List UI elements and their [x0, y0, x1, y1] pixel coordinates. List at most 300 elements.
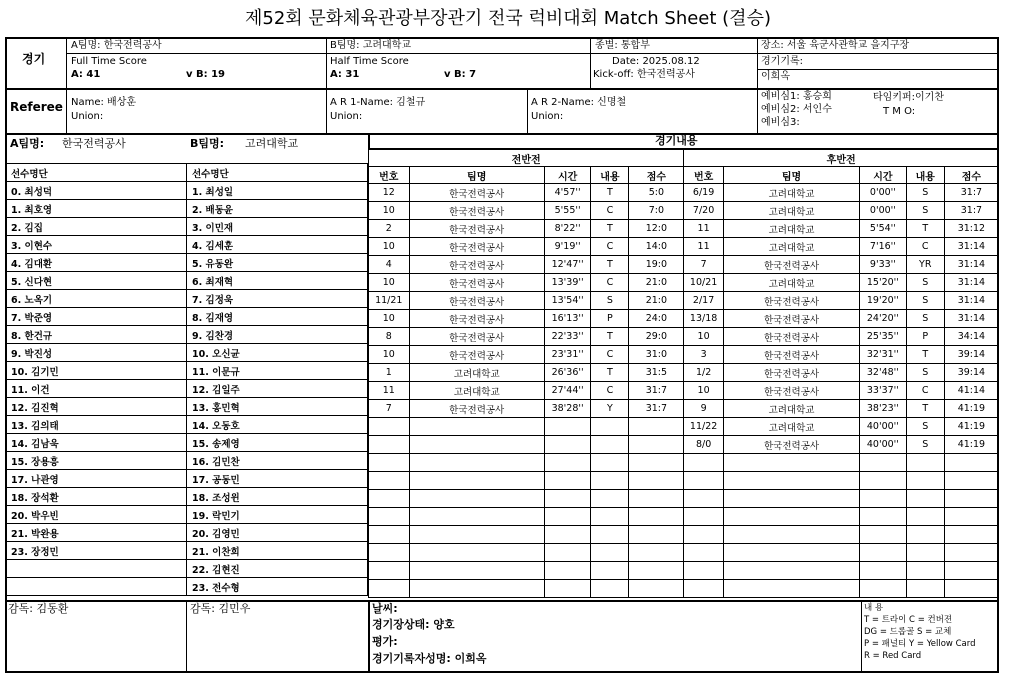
- second-half-cell: 고려대학교: [723, 202, 859, 220]
- score-row: [369, 382, 999, 400]
- score-row: [369, 346, 999, 364]
- second-half-header: 후반전: [684, 150, 999, 167]
- second-half-cell: [906, 580, 944, 598]
- second-half-cell: 고려대학교: [723, 238, 859, 256]
- match-date: Date: 2025.08.12: [612, 56, 700, 67]
- roster-player: 10. 오신균: [187, 344, 368, 362]
- second-half-cell: [723, 544, 859, 562]
- second-half-cell: 한국전력공사: [723, 346, 859, 364]
- score-row: [369, 472, 999, 490]
- first-half-cell: 고려대학교: [409, 364, 544, 382]
- second-half-cell: 13/18: [684, 310, 724, 328]
- second-half-cell: 10: [684, 382, 724, 400]
- second-half-cell: 32'31'': [860, 346, 907, 364]
- second-half-cell: [723, 508, 859, 526]
- roster-player: 18. 장석환: [6, 488, 187, 506]
- first-half-cell: 8'22'': [544, 220, 591, 238]
- legend: [864, 602, 975, 662]
- ar1-name: A R 1-Name: 김철규: [330, 97, 426, 108]
- first-half-cell: 22'33'': [544, 328, 591, 346]
- second-half-cell: YR: [906, 256, 944, 274]
- second-half-cell: [944, 526, 998, 544]
- second-half-cell: 0'00'': [860, 202, 907, 220]
- second-half-cell: [860, 562, 907, 580]
- first-half-cell: [629, 508, 684, 526]
- first-half-cell: [629, 490, 684, 508]
- second-half-cell: 고려대학교: [723, 418, 859, 436]
- first-half-cell: 5:0: [629, 184, 684, 202]
- second-half-cell: S: [906, 292, 944, 310]
- roster-player: 4. 김대환: [6, 254, 187, 272]
- second-half-cell: [906, 562, 944, 580]
- first-half-cell: 16'13'': [544, 310, 591, 328]
- referee-union: Union:: [71, 111, 104, 122]
- first-half-cell: [544, 526, 591, 544]
- roster-player: 2. 배동윤: [187, 200, 368, 218]
- first-half-cell: [409, 418, 544, 436]
- score-row: [369, 544, 999, 562]
- roster-player: [6, 560, 187, 578]
- second-half-cell: [723, 580, 859, 598]
- first-half-cell: 9'19'': [544, 238, 591, 256]
- second-half-cell: 7'16'': [860, 238, 907, 256]
- second-half-cell: C: [906, 382, 944, 400]
- score-row: [369, 274, 999, 292]
- second-half-cell: [684, 544, 724, 562]
- second-half-cell: 8/0: [684, 436, 724, 454]
- second-half-cell: 24'20'': [860, 310, 907, 328]
- team-a-roster: [5, 163, 187, 596]
- column-header: 내용: [591, 167, 629, 184]
- second-half-cell: S: [906, 310, 944, 328]
- second-half-cell: [944, 544, 998, 562]
- first-half-cell: 5'55'': [544, 202, 591, 220]
- first-half-cell: Y: [591, 400, 629, 418]
- roster-player: 8. 한건규: [6, 326, 187, 344]
- first-half-cell: [591, 580, 629, 598]
- reserve-referee-3: 예비심3:: [761, 117, 800, 128]
- column-header: 팀명: [409, 167, 544, 184]
- first-half-cell: 4: [369, 256, 410, 274]
- second-half-cell: [684, 580, 724, 598]
- first-half-cell: 24:0: [629, 310, 684, 328]
- first-half-cell: C: [591, 274, 629, 292]
- first-half-cell: [369, 490, 410, 508]
- roster-player: 3. 이민재: [187, 218, 368, 236]
- second-half-cell: T: [906, 220, 944, 238]
- legend-line: T = 트라이 C = 컨버젼: [864, 615, 953, 625]
- second-half-cell: 7: [684, 256, 724, 274]
- second-half-cell: 3: [684, 346, 724, 364]
- first-half-cell: C: [591, 382, 629, 400]
- second-half-cell: 고려대학교: [723, 220, 859, 238]
- roster-player: 7. 박준영: [6, 308, 187, 326]
- second-half-cell: 31:14: [944, 292, 998, 310]
- first-half-cell: [629, 562, 684, 580]
- referee-label: Referee: [10, 100, 63, 114]
- first-half-cell: [369, 436, 410, 454]
- second-half-cell: 41:19: [944, 418, 998, 436]
- second-half-cell: [684, 490, 724, 508]
- first-half-cell: 11/21: [369, 292, 410, 310]
- first-half-cell: 한국전력공사: [409, 256, 544, 274]
- category: 종별: 통합부: [595, 40, 650, 51]
- first-half-cell: 31:7: [629, 382, 684, 400]
- second-half-cell: [906, 508, 944, 526]
- score-row: [369, 292, 999, 310]
- ground-condition: 경기장상태: 양호: [372, 618, 455, 631]
- second-half-cell: 5'54'': [860, 220, 907, 238]
- score-row: [369, 454, 999, 472]
- second-half-cell: [723, 562, 859, 580]
- first-half-cell: 한국전력공사: [409, 202, 544, 220]
- first-half-cell: 29:0: [629, 328, 684, 346]
- roster-player: 10. 김기민: [6, 362, 187, 380]
- roster-player: 4. 김세훈: [187, 236, 368, 254]
- roster-player: 2. 김집: [6, 218, 187, 236]
- second-half-cell: 39:14: [944, 346, 998, 364]
- column-header: 시간: [860, 167, 907, 184]
- score-row: [369, 436, 999, 454]
- second-half-cell: 40'00'': [860, 418, 907, 436]
- second-half-cell: 25'35'': [860, 328, 907, 346]
- first-half-cell: [409, 580, 544, 598]
- roster-player: 6. 노옥기: [6, 290, 187, 308]
- score-row: [369, 418, 999, 436]
- timekeeper: 타임키퍼:이기찬: [873, 92, 944, 103]
- second-half-cell: 11: [684, 238, 724, 256]
- first-half-cell: [629, 418, 684, 436]
- second-half-cell: 19'20'': [860, 292, 907, 310]
- first-half-cell: [369, 562, 410, 580]
- first-half-cell: 31:5: [629, 364, 684, 382]
- second-half-cell: 31:12: [944, 220, 998, 238]
- roster-player: 13. 홍민혁: [187, 398, 368, 416]
- first-half-cell: 13'39'': [544, 274, 591, 292]
- second-half-cell: 41:14: [944, 382, 998, 400]
- roster-header: 선수명단: [6, 164, 187, 182]
- score-table: [368, 149, 999, 598]
- first-half-cell: [629, 544, 684, 562]
- first-half-cell: 고려대학교: [409, 382, 544, 400]
- recorder-name: 이희옥: [761, 71, 790, 82]
- first-half-header: 전반전: [369, 150, 684, 167]
- second-half-cell: 7/20: [684, 202, 724, 220]
- kickoff: Kick-off: 한국전력공사: [593, 69, 695, 80]
- weather: 날씨:: [372, 602, 398, 615]
- first-half-cell: 23'31'': [544, 346, 591, 364]
- first-half-cell: C: [591, 346, 629, 364]
- first-half-cell: C: [591, 202, 629, 220]
- game-content-title: 경기내용: [655, 134, 698, 147]
- ar2-union: Union:: [531, 111, 564, 122]
- first-half-cell: T: [591, 220, 629, 238]
- first-half-cell: 한국전력공사: [409, 328, 544, 346]
- first-half-cell: [544, 490, 591, 508]
- first-half-cell: [544, 418, 591, 436]
- roster-player: 22. 김현진: [187, 560, 368, 578]
- second-half-cell: [906, 490, 944, 508]
- roster-player: 3. 이현수: [6, 236, 187, 254]
- second-half-cell: [906, 472, 944, 490]
- score-row: [369, 220, 999, 238]
- roster-player: 23. 전수형: [187, 578, 368, 596]
- first-half-cell: [591, 526, 629, 544]
- score-row: [369, 184, 999, 202]
- second-half-cell: 31:14: [944, 238, 998, 256]
- first-half-cell: 10: [369, 202, 410, 220]
- first-half-cell: 한국전력공사: [409, 400, 544, 418]
- first-half-cell: 21:0: [629, 292, 684, 310]
- roster-player: 11. 이건: [6, 380, 187, 398]
- column-header: 점수: [944, 167, 998, 184]
- second-half-cell: [860, 490, 907, 508]
- first-half-cell: 10: [369, 274, 410, 292]
- second-half-cell: 한국전력공사: [723, 382, 859, 400]
- roster-player: 1. 최호영: [6, 200, 187, 218]
- first-half-cell: [409, 526, 544, 544]
- half-time-label: Half Time Score: [330, 56, 409, 67]
- first-half-cell: [369, 580, 410, 598]
- second-half-cell: 31:14: [944, 274, 998, 292]
- score-row: [369, 580, 999, 598]
- second-half-cell: S: [906, 418, 944, 436]
- first-half-cell: [409, 454, 544, 472]
- column-header: 점수: [629, 167, 684, 184]
- roster-player: 14. 오동호: [187, 416, 368, 434]
- roster-player: [6, 578, 187, 596]
- team-b-roster: [186, 163, 368, 596]
- score-row: [369, 400, 999, 418]
- legend-line: DG = 드롭골 S = 교체: [864, 627, 952, 637]
- first-half-cell: [591, 508, 629, 526]
- first-half-cell: [629, 436, 684, 454]
- score-row: [369, 310, 999, 328]
- team-a-header: A팀명: 한국전력공사: [71, 40, 162, 51]
- second-half-cell: 한국전력공사: [723, 256, 859, 274]
- second-half-cell: [684, 454, 724, 472]
- first-half-cell: 한국전력공사: [409, 238, 544, 256]
- first-half-cell: [409, 508, 544, 526]
- first-half-cell: 한국전력공사: [409, 346, 544, 364]
- second-half-cell: 고려대학교: [723, 274, 859, 292]
- first-half-cell: 12:0: [629, 220, 684, 238]
- full-time-b: v B: 19: [186, 69, 226, 80]
- second-half-cell: 38'23'': [860, 400, 907, 418]
- second-half-cell: 고려대학교: [723, 400, 859, 418]
- first-half-cell: 31:0: [629, 346, 684, 364]
- second-half-cell: 6/19: [684, 184, 724, 202]
- roster-player: 6. 최재혁: [187, 272, 368, 290]
- roster-player: 17. 나관영: [6, 470, 187, 488]
- first-half-cell: C: [591, 238, 629, 256]
- column-header: 번호: [684, 167, 724, 184]
- second-half-cell: [723, 472, 859, 490]
- second-half-cell: 31:7: [944, 184, 998, 202]
- second-half-cell: 31:7: [944, 202, 998, 220]
- score-row: [369, 256, 999, 274]
- record-label: 경기기록:: [761, 56, 804, 67]
- first-half-cell: 13'54'': [544, 292, 591, 310]
- first-half-cell: [629, 472, 684, 490]
- first-half-cell: 4'57'': [544, 184, 591, 202]
- column-header: 팀명: [723, 167, 859, 184]
- first-half-cell: [369, 454, 410, 472]
- roster-player: 20. 김영민: [187, 524, 368, 542]
- second-half-cell: [944, 490, 998, 508]
- roster-player: 13. 김의태: [6, 416, 187, 434]
- second-half-cell: 10: [684, 328, 724, 346]
- second-half-cell: 2/17: [684, 292, 724, 310]
- second-half-cell: [723, 526, 859, 544]
- first-half-cell: 10: [369, 310, 410, 328]
- referee-name: Name: 배상훈: [71, 97, 137, 108]
- team-b-name: 고려대학교: [245, 137, 299, 150]
- first-half-cell: [544, 508, 591, 526]
- score-row: [369, 328, 999, 346]
- roster-player: 9. 김찬경: [187, 326, 368, 344]
- second-half-cell: 31:14: [944, 256, 998, 274]
- first-half-cell: [591, 436, 629, 454]
- second-half-cell: [684, 562, 724, 580]
- second-half-cell: 한국전력공사: [723, 292, 859, 310]
- score-row: [369, 490, 999, 508]
- first-half-cell: 한국전력공사: [409, 292, 544, 310]
- first-half-cell: 1: [369, 364, 410, 382]
- first-half-cell: S: [591, 292, 629, 310]
- first-half-cell: [544, 454, 591, 472]
- game-label: 경기: [22, 52, 46, 66]
- second-half-cell: [860, 544, 907, 562]
- second-half-cell: S: [906, 202, 944, 220]
- first-half-cell: [629, 526, 684, 544]
- score-row: [369, 364, 999, 382]
- score-row: [369, 202, 999, 220]
- first-half-cell: [409, 472, 544, 490]
- second-half-cell: 한국전력공사: [723, 436, 859, 454]
- roster-player: 5. 신다현: [6, 272, 187, 290]
- first-half-cell: 10: [369, 346, 410, 364]
- first-half-cell: [544, 472, 591, 490]
- team-b-label: B팀명:: [190, 137, 225, 150]
- roster-player: 8. 김재영: [187, 308, 368, 326]
- second-half-cell: 34:14: [944, 328, 998, 346]
- second-half-cell: [944, 580, 998, 598]
- second-half-cell: 32'48'': [860, 364, 907, 382]
- team-b-header: B팀명: 고려대학교: [330, 40, 412, 51]
- second-half-cell: S: [906, 184, 944, 202]
- roster-player: 17. 공동민: [187, 470, 368, 488]
- roster-player: 7. 김정욱: [187, 290, 368, 308]
- first-half-cell: 27'44'': [544, 382, 591, 400]
- first-half-cell: 7:0: [629, 202, 684, 220]
- roster-player: 0. 최성덕: [6, 182, 187, 200]
- first-half-cell: 31:7: [629, 400, 684, 418]
- roster-player: 11. 이문규: [187, 362, 368, 380]
- second-half-cell: 11: [684, 220, 724, 238]
- column-header: 내용: [906, 167, 944, 184]
- first-half-cell: 한국전력공사: [409, 274, 544, 292]
- roster-player: 20. 박우빈: [6, 506, 187, 524]
- ar2-name: A R 2-Name: 신명철: [531, 97, 627, 108]
- coach-a: 감독: 김동환: [8, 602, 69, 615]
- second-half-cell: [860, 508, 907, 526]
- score-row: [369, 238, 999, 256]
- first-half-cell: 38'28'': [544, 400, 591, 418]
- score-row: [369, 526, 999, 544]
- second-half-cell: 40'00'': [860, 436, 907, 454]
- first-half-cell: [544, 544, 591, 562]
- first-half-cell: [544, 436, 591, 454]
- second-half-cell: [860, 580, 907, 598]
- first-half-cell: T: [591, 364, 629, 382]
- second-half-cell: S: [906, 274, 944, 292]
- first-half-cell: 10: [369, 238, 410, 256]
- first-half-cell: T: [591, 328, 629, 346]
- ar1-union: Union:: [330, 111, 363, 122]
- team-a-name: 한국전력공사: [62, 137, 126, 150]
- roster-player: 21. 이찬희: [187, 542, 368, 560]
- first-half-cell: [591, 490, 629, 508]
- roster-player: 15. 송제영: [187, 434, 368, 452]
- first-half-cell: [591, 544, 629, 562]
- roster-player: 14. 김남욱: [6, 434, 187, 452]
- team-a-label: A팀명:: [10, 137, 45, 150]
- second-half-cell: 9'33'': [860, 256, 907, 274]
- second-half-cell: 한국전력공사: [723, 328, 859, 346]
- legend-title: 내 용: [864, 603, 884, 613]
- second-half-cell: [684, 526, 724, 544]
- second-half-cell: [944, 472, 998, 490]
- roster-player: 23. 장정민: [6, 542, 187, 560]
- first-half-cell: [369, 472, 410, 490]
- roster-player: 12. 김일주: [187, 380, 368, 398]
- roster-player: 16. 김민찬: [187, 452, 368, 470]
- first-half-cell: 14:0: [629, 238, 684, 256]
- second-half-cell: P: [906, 328, 944, 346]
- tmo: T M O:: [883, 106, 916, 117]
- half-time-b: v B: 7: [444, 69, 477, 80]
- second-half-cell: 33'37'': [860, 382, 907, 400]
- second-half-cell: [684, 508, 724, 526]
- first-half-cell: 21:0: [629, 274, 684, 292]
- second-half-cell: [860, 526, 907, 544]
- roster-player: 19. 락민기: [187, 506, 368, 524]
- second-half-cell: [906, 526, 944, 544]
- first-half-cell: [409, 544, 544, 562]
- reserve-referee-2: 예비심2: 서인수: [761, 104, 832, 115]
- roster-player: 9. 박진성: [6, 344, 187, 362]
- second-half-cell: 10/21: [684, 274, 724, 292]
- roster-player: 12. 김진혁: [6, 398, 187, 416]
- first-half-cell: 한국전력공사: [409, 310, 544, 328]
- second-half-cell: [684, 472, 724, 490]
- roster-player: 21. 박완용: [6, 524, 187, 542]
- first-half-cell: [369, 418, 410, 436]
- second-half-cell: 15'20'': [860, 274, 907, 292]
- second-half-cell: [860, 454, 907, 472]
- second-half-cell: S: [906, 436, 944, 454]
- second-half-cell: T: [906, 346, 944, 364]
- first-half-cell: [591, 562, 629, 580]
- first-half-cell: T: [591, 184, 629, 202]
- roster-player: 1. 최성일: [187, 182, 368, 200]
- roster-player: 15. 장용흥: [6, 452, 187, 470]
- second-half-cell: 0'00'': [860, 184, 907, 202]
- second-half-cell: [944, 562, 998, 580]
- first-half-cell: P: [591, 310, 629, 328]
- first-half-cell: [369, 544, 410, 562]
